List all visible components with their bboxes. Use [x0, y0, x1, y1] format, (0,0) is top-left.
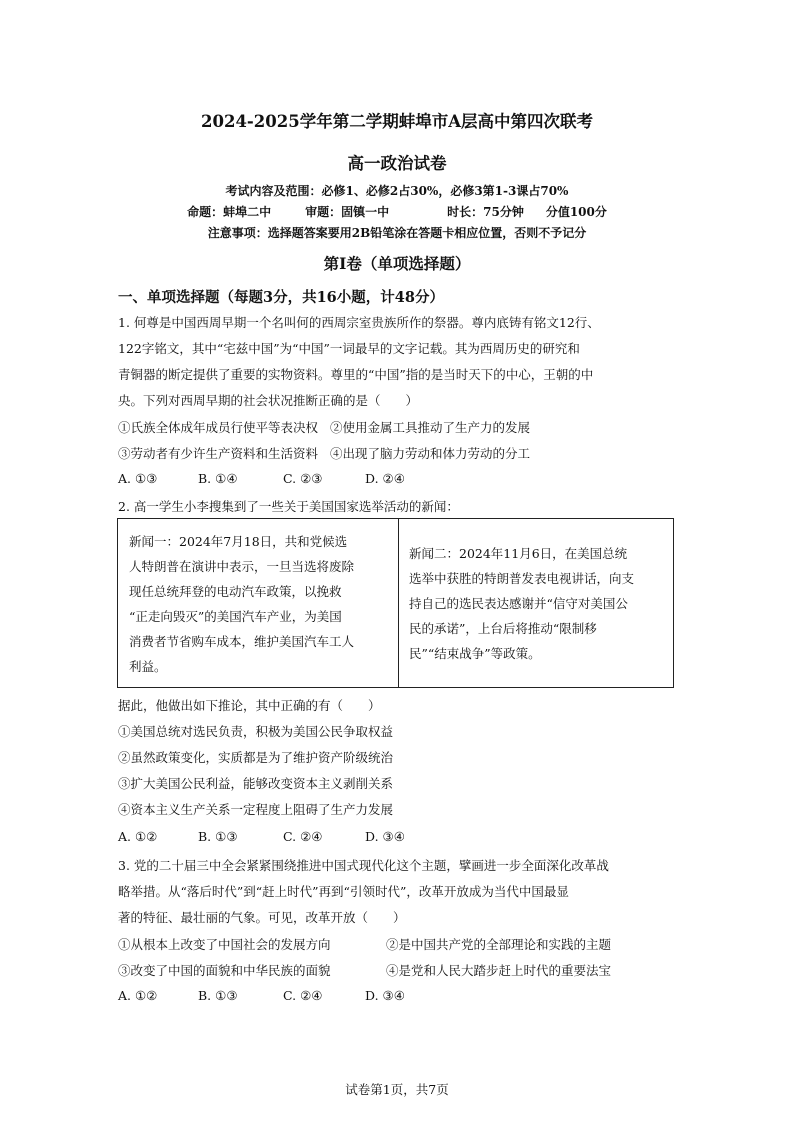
- q3-statement: ④是党和人民大踏步赶上时代的重要法宝: [386, 963, 612, 978]
- exam-subtitle: 高一政治试卷: [347, 154, 447, 173]
- q3-statement-row: [118, 935, 611, 953]
- q1-stem-line: 央。下列对西周早期的社会状况推断正确的是（ ）: [118, 393, 419, 408]
- q1-stem-line: 青铜器的断定提供了重要的实物资料。尊里的“中国”指的是当时天下的中心，王朝的中: [118, 367, 594, 382]
- q1-stem-line: 122字铭文，其中“宅兹中国”为“中国”一词最早的文字记载。其为西周历史的研究和: [118, 341, 580, 356]
- exam-title: 2024-2025学年第二学期蚌埠市A层高中第四次联考: [201, 112, 593, 131]
- q2-statement: ③扩大美国公民利益，能够改变资本主义剥削关系: [118, 776, 394, 791]
- news-table: [117, 518, 674, 688]
- duration-info: 时长：75分钟: [447, 205, 524, 219]
- score-info: 分值100分: [545, 205, 607, 219]
- news-right-line: 民的承诺”，上台后将推动“限制移: [409, 621, 597, 636]
- q2-statement: ①美国总统对选民负责，积极为美国公民争取权益: [118, 724, 394, 739]
- q2-option-d[interactable]: D. ③④: [365, 829, 405, 844]
- q1-option-d[interactable]: D. ②④: [365, 471, 405, 486]
- q2-stem-line: 2. 高一学生小李搜集到了一些关于美国国家选举活动的新闻：: [118, 499, 459, 514]
- setter-info: 命题：蚌埠二中: [187, 205, 272, 219]
- q3-statement: ③改变了中国的面貌和中华民族的面貌: [118, 963, 331, 978]
- news-left-line: 新闻一：2024年7月18日，共和党候选: [129, 534, 348, 549]
- q2-follow: 据此，他做出如下推论，其中正确的有（ ）: [118, 698, 381, 713]
- q2-options: [118, 829, 405, 844]
- q3-stem-line: 著的特征、最壮丽的气象。可见，改革开放（ ）: [118, 910, 406, 925]
- section-title: 一、单项选择题（每题3分，共16小题，计48分）: [118, 289, 444, 306]
- q3-statement: ①从根本上改变了中国社会的发展方向: [118, 937, 331, 952]
- q1-statement: ③劳动者有少许生产资料和生活资料: [118, 446, 319, 461]
- q3-options: [118, 988, 405, 1003]
- q1-statement: ①氏族全体成年成员行使平等表决权: [118, 420, 319, 435]
- q1-statement: ②使用金属工具推动了生产力的发展: [330, 420, 531, 435]
- q2-statement: ④资本主义生产关系一定程度上阻碍了生产力发展: [118, 802, 394, 817]
- q1-statement-row: [118, 444, 530, 462]
- reviewer-info: 审题：固镇一中: [305, 205, 390, 219]
- q2-option-b[interactable]: B. ①③: [198, 829, 238, 844]
- q1-stem-line: 1. 何尊是中国西周早期一个名叫何的西周宗室贵族所作的祭器。尊内底铸有铭文12行、: [118, 315, 600, 330]
- q1-options: [118, 471, 405, 486]
- exam-notice: 注意事项：选择题答案要用2B铅笔涂在答题卡相应位置，否则不予记分: [207, 226, 587, 240]
- news-right-line: 持自己的选民表达感谢并“信守对美国公: [409, 596, 628, 611]
- q1-statement: ④出现了脑力劳动和体力劳动的分工: [330, 446, 531, 461]
- news-left-line: 人特朗普在演讲中表示，一旦当选将废除: [129, 559, 355, 574]
- news-left-line: 消费者节省购车成本，维护美国汽车工人: [129, 634, 355, 649]
- news-cell-right: [399, 519, 673, 687]
- news-right-line: 民”“结束战争”等政策。: [409, 646, 541, 661]
- q1-statement-row: [118, 418, 530, 436]
- part-title: 第Ⅰ卷（单项选择题）: [323, 254, 471, 273]
- exam-info: [0, 203, 794, 220]
- q1-option-c[interactable]: C. ②③: [283, 471, 323, 486]
- q1-option-b[interactable]: B. ①④: [198, 471, 238, 486]
- q3-option-c[interactable]: C. ②④: [283, 988, 323, 1003]
- q3-option-d[interactable]: D. ③④: [365, 988, 405, 1003]
- page-footer: 试卷第1页，共7页: [345, 1082, 449, 1097]
- q3-option-b[interactable]: B. ①③: [198, 988, 238, 1003]
- q2-statement: ②虽然政策变化，实质都是为了维护资产阶级统治: [118, 750, 394, 765]
- news-left-line: 现任总统拜登的电动汽车政策，以挽救: [129, 584, 342, 599]
- news-right-line: 新闻二：2024年11月6日，在美国总统: [409, 546, 628, 561]
- news-cell-left: [118, 519, 399, 687]
- news-left-line: “正走向毁灭”的美国汽车产业，为美国: [129, 609, 342, 624]
- q2-option-c[interactable]: C. ②④: [283, 829, 323, 844]
- q2-option-a[interactable]: A. ①②: [118, 829, 158, 844]
- news-left-line: 利益。: [129, 659, 167, 674]
- exam-scope: 考试内容及范围：必修1、必修2占30%，必修3第1-3课占70%: [225, 184, 569, 198]
- q1-option-a[interactable]: A. ①③: [118, 471, 158, 486]
- news-right-line: 选举中获胜的特朗普发表电视讲话，向支: [409, 571, 635, 586]
- q3-option-a[interactable]: A. ①②: [118, 988, 158, 1003]
- q3-stem-line: 略举措。从“落后时代”到“赶上时代”再到“引领时代”，改革开放成为当代中国最显: [118, 884, 569, 899]
- q3-statement: ②是中国共产党的全部理论和实践的主题: [386, 937, 612, 952]
- q3-stem-line: 3. 党的二十届三中全会紧紧围绕推进中国式现代化这个主题，擘画进一步全面深化改革战: [118, 858, 609, 873]
- q3-statement-row: [118, 961, 611, 979]
